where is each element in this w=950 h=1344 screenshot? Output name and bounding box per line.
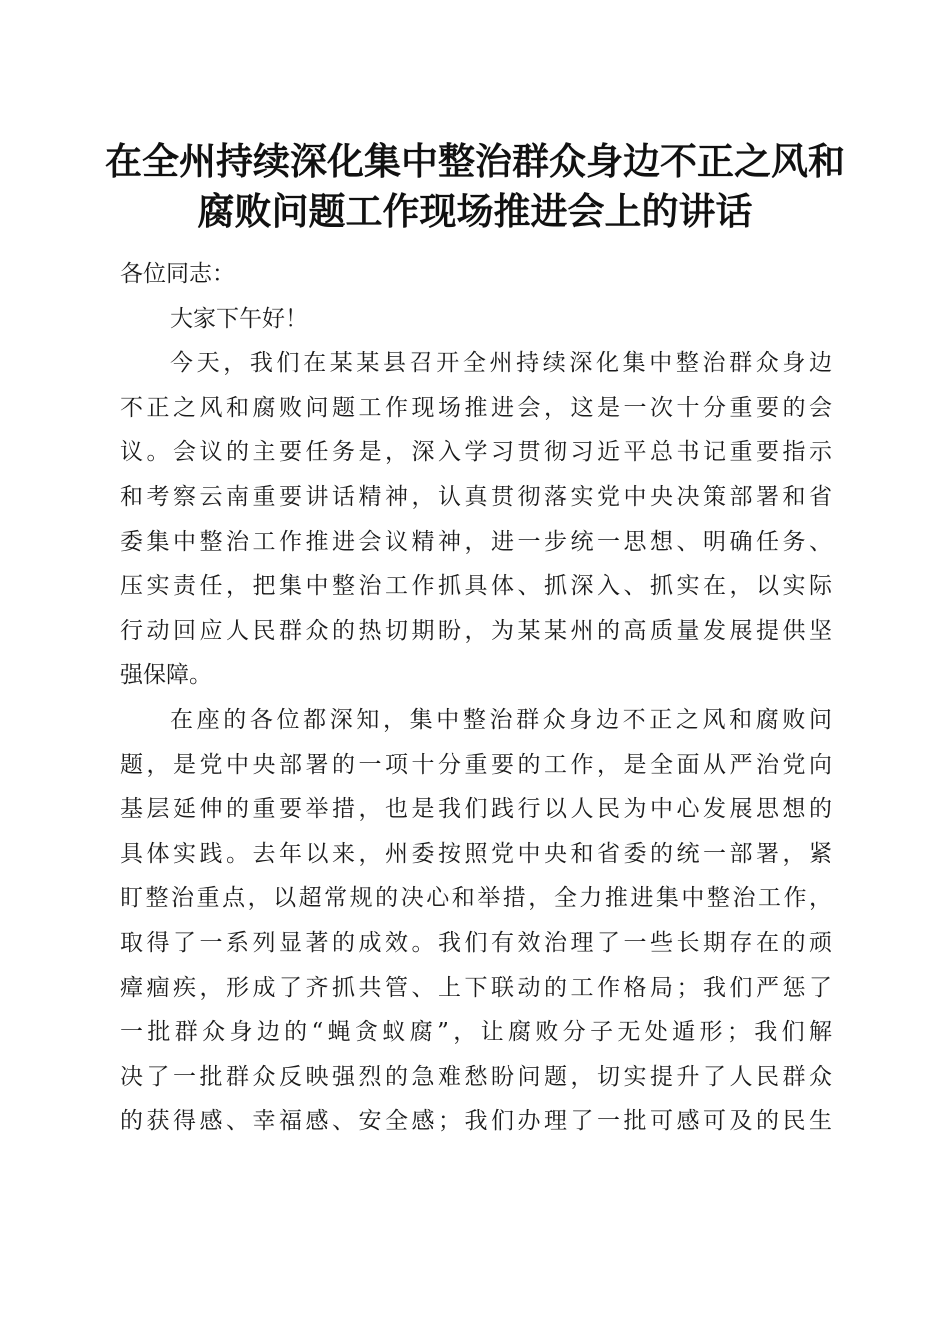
paragraph-line: 瘴痼疾，形成了齐抓共管、上下联动的工作格局；我们严惩了	[120, 974, 832, 1001]
paragraph-line: 今天，我们在某某县召开全州持续深化集中整治群众身边	[170, 350, 832, 377]
paragraph-line: 盯整治重点，以超常规的决心和举措，全力推进集中整治工作，	[120, 885, 832, 912]
paragraph-line: 取得了一系列显著的成效。我们有效治理了一些长期存在的顽	[120, 929, 832, 956]
paragraph-line: 委集中整治工作推进会议精神，进一步统一思想、明确任务、	[120, 528, 832, 555]
greeting: 大家下午好！	[170, 305, 308, 332]
paragraph-line: 压实责任，把集中整治工作抓具体、抓深入、抓实在，以实际	[120, 573, 832, 600]
paragraph-line: 强保障。	[120, 662, 212, 689]
paragraph-line: 行动回应人民群众的热切期盼，为某某州的高质量发展提供坚	[120, 617, 832, 644]
paragraph-1	[120, 341, 832, 698]
salutation: 各位同志：	[120, 261, 235, 287]
title-line-1: 在全州持续深化集中整治群众身边不正之风和	[105, 139, 845, 183]
paragraph-line: 在座的各位都深知，集中整治群众身边不正之风和腐败问	[170, 706, 832, 733]
paragraph-line: 决了一批群众反映强烈的急难愁盼问题，切实提升了人民群众	[120, 1063, 832, 1090]
paragraph-line: 的获得感、幸福感、安全感；我们办理了一批可感可及的民生	[120, 1108, 832, 1135]
document-body	[120, 252, 832, 1144]
paragraph-line: 一批群众身边的“蝇贪蚁腐”，让腐败分子无处遁形；我们解	[120, 1019, 832, 1046]
title-line-2: 腐败问题工作现场推进会上的讲话	[197, 189, 753, 233]
paragraph-line: 和考察云南重要讲话精神，认真贯彻落实党中央决策部署和省	[120, 483, 832, 510]
document-title	[100, 136, 850, 236]
paragraph-line: 题，是党中央部署的一项十分重要的工作，是全面从严治党向	[120, 751, 832, 778]
paragraph-line: 不正之风和腐败问题工作现场推进会，这是一次十分重要的会	[120, 394, 832, 421]
paragraph-line: 基层延伸的重要举措，也是我们践行以人民为中心发展思想的	[120, 796, 832, 823]
paragraph-2	[120, 698, 832, 1144]
paragraph-line: 具体实践。去年以来，州委按照党中央和省委的统一部署，紧	[120, 840, 832, 867]
paragraph-line: 议。会议的主要任务是，深入学习贯彻习近平总书记重要指示	[120, 439, 832, 466]
